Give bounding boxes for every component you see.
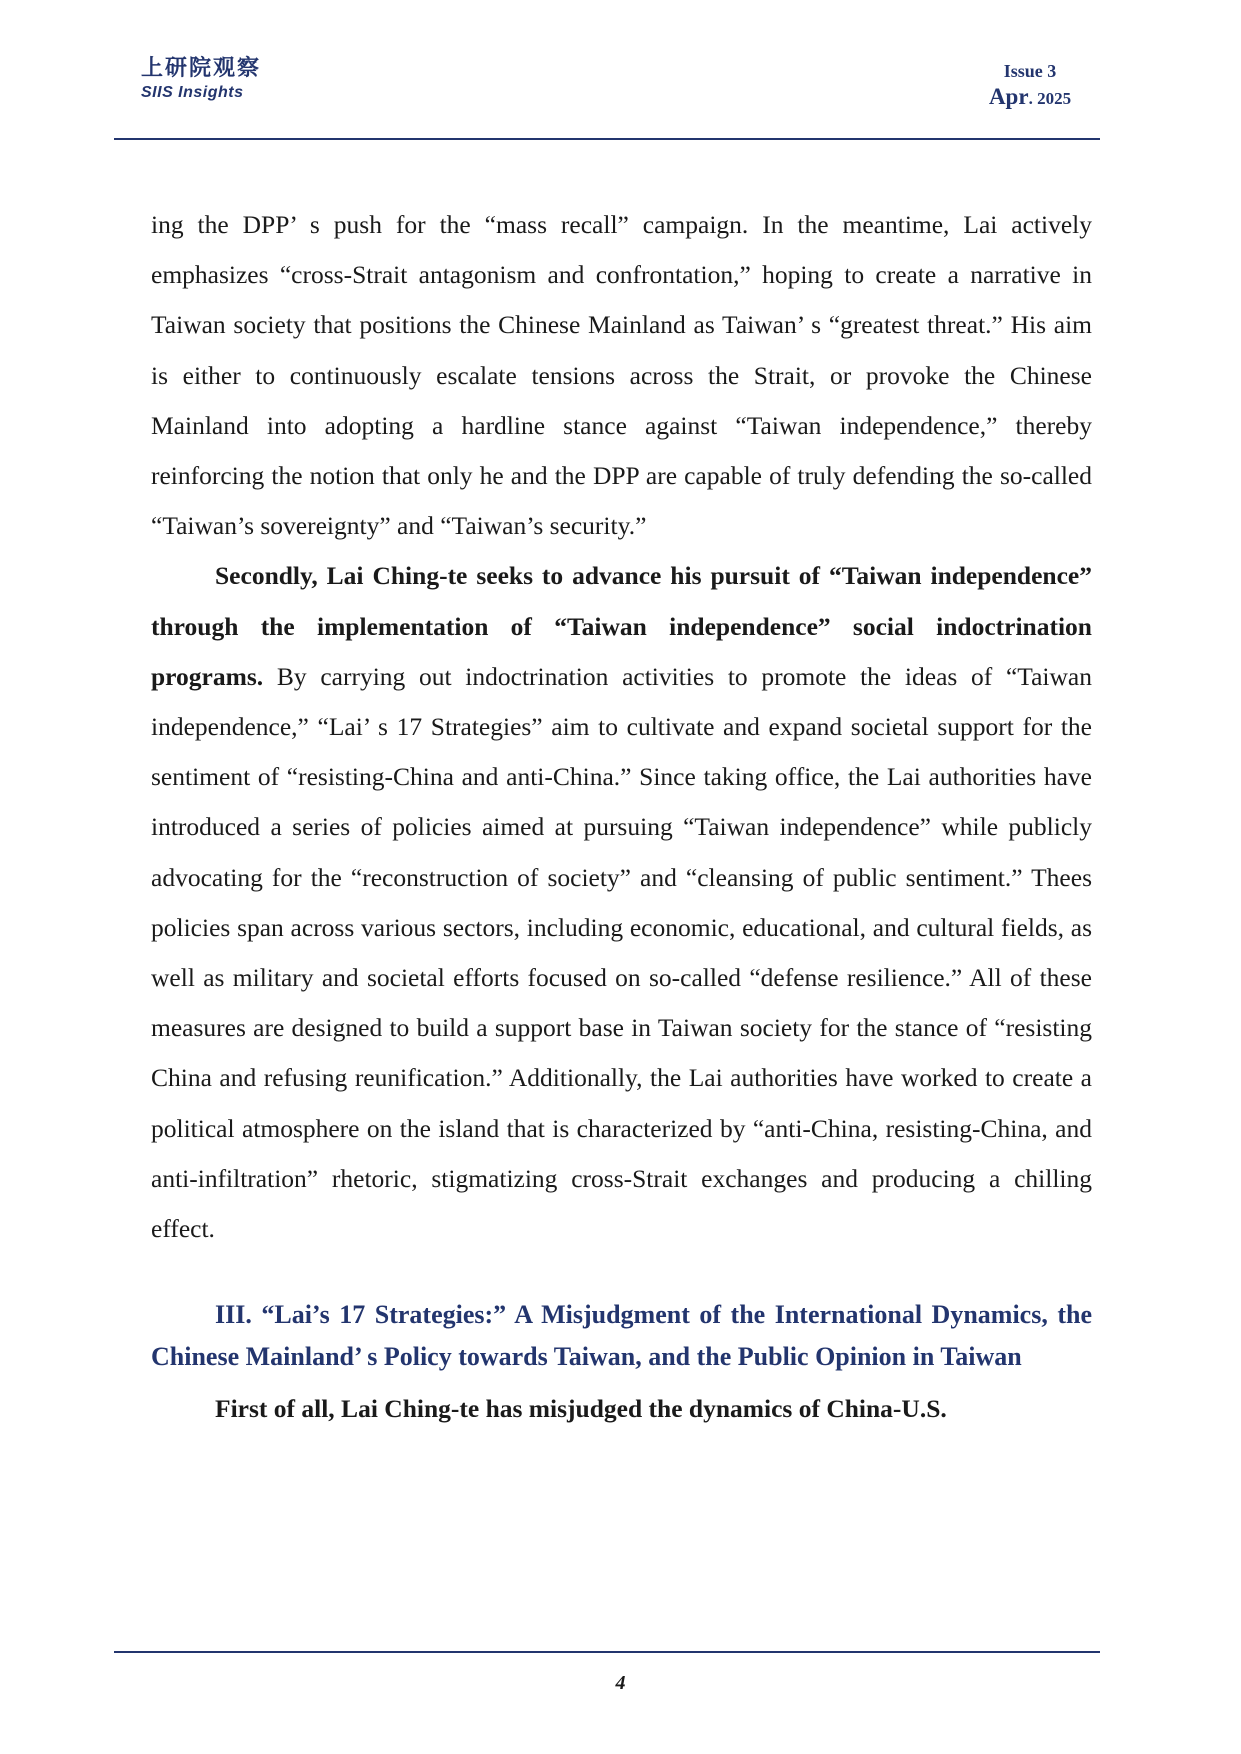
footer-divider xyxy=(114,1651,1100,1653)
issue-info xyxy=(970,60,1090,114)
article-body xyxy=(151,200,1092,1434)
issue-number: Issue 3 xyxy=(1003,61,1057,81)
paragraph-2-text: By carrying out indoctrination activities to promote the ideas of “Taiwan independence,” “Lai’ s 17 Strategies” aim to cultivate and expand societal support for the sentiment of “resisting-China and anti-China.” Since taking office, the Lai authorities have introduced a series of policies aimed at pursuing “Taiwan independence” while publicly advocating for the “reconstruction of society” and “cleansing of public sentiment.” Thees policies span across various sectors, including economic, educational, and cultural fields, as well as military and societal efforts focused on so-called “defense resilience.” All of these measures are designed to build a support base in Taiwan society for the stance of “resisting China and refusing reunification.” Additionally, the Lai authorities have worked to create a political atmosphere on the island that is characterized by “anti-China, resisting-China, and anti-infiltration” rhetoric, stigmatizing cross-Strait exchanges and producing a chilling effect. xyxy=(151,661,1092,1244)
header-divider xyxy=(114,138,1100,140)
section-heading: III. “Lai’s 17 Strategies:” A Misjudgment of the International Dynamics, the Chinese Mainland’ s Policy towards Taiwan, and the Public Opinion in Taiwan xyxy=(151,1300,1092,1372)
body-paragraph-1: ing the DPP’ s push for the “mass recall” campaign. In the meantime, Lai actively emphasizes “cross-Strait antagonism and confrontation,” hoping to create a narrative in Taiwan society that positions the Chinese Mainland as Taiwan’ s “greatest threat.” His aim is either to continuously escalate tensions across the Strait, or provoke the Chinese Mainland into adopting a hardline stance against “Taiwan independence,” thereby reinforcing the notion that only he and the DPP are capable of truly defending the so-called “Taiwan’s sovereignty” and “Taiwan’s security.” xyxy=(151,210,1092,541)
paragraph-2-lead: Secondly, Lai Ching-te seeks to advance his pursuit of “Taiwan independence” through the implementation of “Taiwan independence” social indoctrination programs. xyxy=(151,561,1092,691)
body-paragraph-2 xyxy=(151,551,1092,1254)
paragraph-3-lead: First of all, Lai Ching-te has misjudged the dynamics of China-U.S. xyxy=(215,1394,947,1424)
issue-year: . 2025 xyxy=(1028,89,1072,108)
body-paragraph-3 xyxy=(151,1384,1092,1434)
logo-chinese-title: 上研院观察 xyxy=(141,56,262,81)
issue-date xyxy=(970,82,1090,114)
issue-month: Apr xyxy=(988,84,1029,109)
page-number: 4 xyxy=(615,1672,626,1694)
logo-english-title: SIIS Insights xyxy=(141,84,244,101)
publication-logo xyxy=(141,58,261,102)
